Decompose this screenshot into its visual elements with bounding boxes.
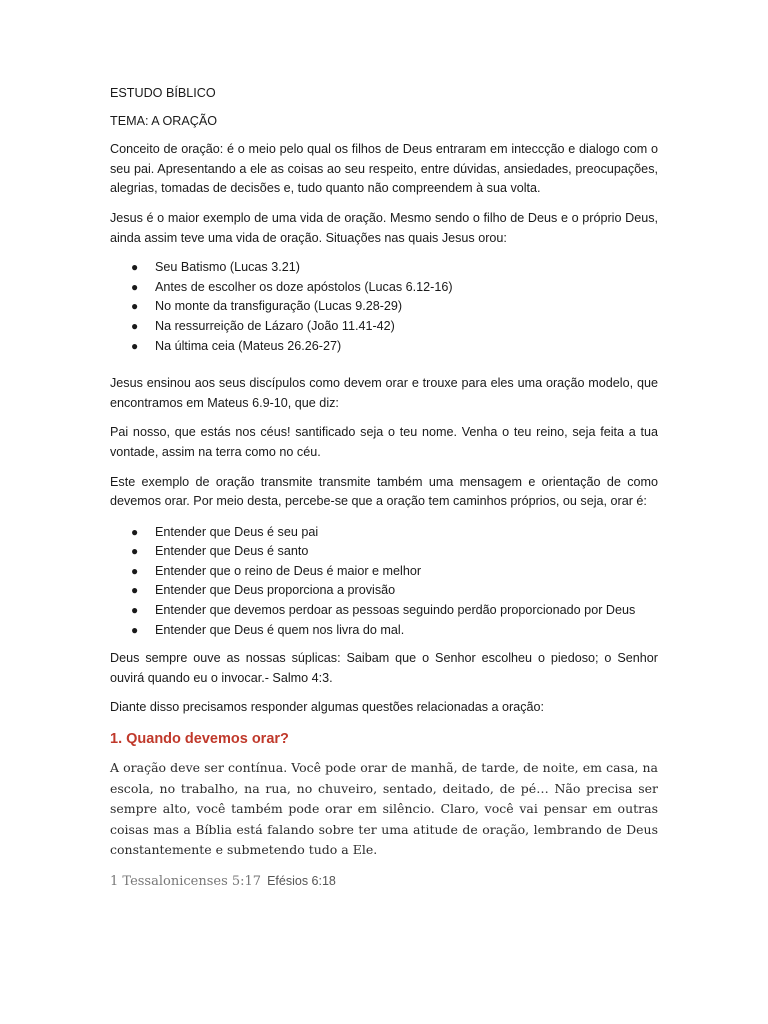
reference-tessalonicenses: 1 Tessalonicenses 5:17 [110, 873, 262, 889]
bullet-icon: ● [131, 338, 139, 353]
paragraph-jesus: Jesus é o maior exemplo de uma vida de oração. Mesmo sendo o filho de Deus e o próprio Deus, ainda assim teve uma vida de oração. Situações nas quais Jesus orou: [110, 210, 658, 245]
reference-efesios: Efésios 6:18 [267, 873, 336, 888]
bible-references [110, 873, 658, 889]
document-body [110, 84, 658, 889]
bullet-icon: ● [131, 563, 139, 578]
bullet-icon: ● [131, 583, 139, 598]
bullet-icon: ● [131, 260, 139, 275]
bullet-icon: ● [131, 544, 139, 559]
list-item: ● Entender que Deus é seu pai [110, 523, 658, 543]
list-item: ● Antes de escolher os doze apóstolos (Lucas 6.12-16) [110, 278, 658, 298]
bullet-icon: ● [131, 603, 139, 618]
list-item: ● Entender que Deus é quem nos livra do mal. [110, 621, 658, 641]
paragraph-when-pray: A oração deve ser contínua. Você pode orar de manhã, de tarde, de noite, em casa, na escola, no trabalho, na rua, no chuveiro, sentado, deitado, de pé… Não precisa ser sempre alto, você também pode orar em silêncio. Claro, você vai pensar em outras coisas mas a Bíblia está falando sobre ter uma atitude de oração, lembrando de Deus constantemente e submetendo tudo a Ele. [110, 760, 658, 858]
list-item: ● Entender que o reino de Deus é maior e melhor [110, 562, 658, 582]
paragraph-lords-prayer: Pai nosso, que estás nos céus! santificado seja o teu nome. Venha o teu reino, seja feita a tua vontade, assim na terra como no céu. [110, 425, 658, 459]
bullet-icon: ● [131, 299, 139, 314]
paragraph-taught: Jesus ensinou aos seus discípulos como devem orar e trouxe para eles uma oração modelo, que encontramos em Mateus 6.9-10, que diz: [110, 376, 658, 410]
paragraph-questions: Diante disso precisamos responder algumas questões relacionadas a oração: [110, 700, 545, 715]
list-item: ● Seu Batismo (Lucas 3.21) [110, 258, 658, 278]
list-jesus-prayed [110, 258, 658, 356]
bullet-icon: ● [131, 318, 139, 333]
list-item: ● No monte da transfiguração (Lucas 9.28-29) [110, 297, 658, 317]
list-prayer-meaning [110, 523, 658, 641]
list-item: ● Entender que devemos perdoar as pessoas seguindo perdão proporcionado por Deus [110, 601, 658, 621]
list-item: ● Na ressurreição de Lázaro (João 11.41-42) [110, 317, 658, 337]
paragraph-example: Este exemplo de oração transmite transmite também uma mensagem e orientação de como devemos orar. Por meio desta, percebe-se que a oração tem caminhos próprios, ou seja, orar é: [110, 474, 658, 509]
list-item: ● Entender que Deus proporciona a provisão [110, 581, 658, 601]
section-heading-when-pray: 1. Quando devemos orar? [110, 731, 289, 748]
paragraph-concept: Conceito de oração: é o meio pelo qual os filhos de Deus entraram em inteccção e dialogo com o seu pai. Apresentando a ele as coisas ao seu respeito, entre dúvidas, ansiedades, preocupações, alegrias, tomadas de decisões e, tudo quanto não compreendem à sua volta. [110, 142, 658, 196]
list-item: ● Entender que Deus é santo [110, 542, 658, 562]
document-header: ESTUDO BÍBLICO [110, 86, 216, 100]
paragraph-psalm: Deus sempre ouve as nossas súplicas: Saibam que o Senhor escolheu o piedoso; o Senhor ouvirá quando eu o invocar.- Salmo 4:3. [110, 651, 658, 685]
bullet-icon: ● [131, 279, 139, 294]
document-theme: TEMA: A ORAÇÃO [110, 113, 218, 128]
bullet-icon: ● [131, 622, 139, 637]
list-item: ● Na última ceia (Mateus 26.26-27) [110, 337, 658, 357]
bullet-icon: ● [131, 524, 139, 539]
